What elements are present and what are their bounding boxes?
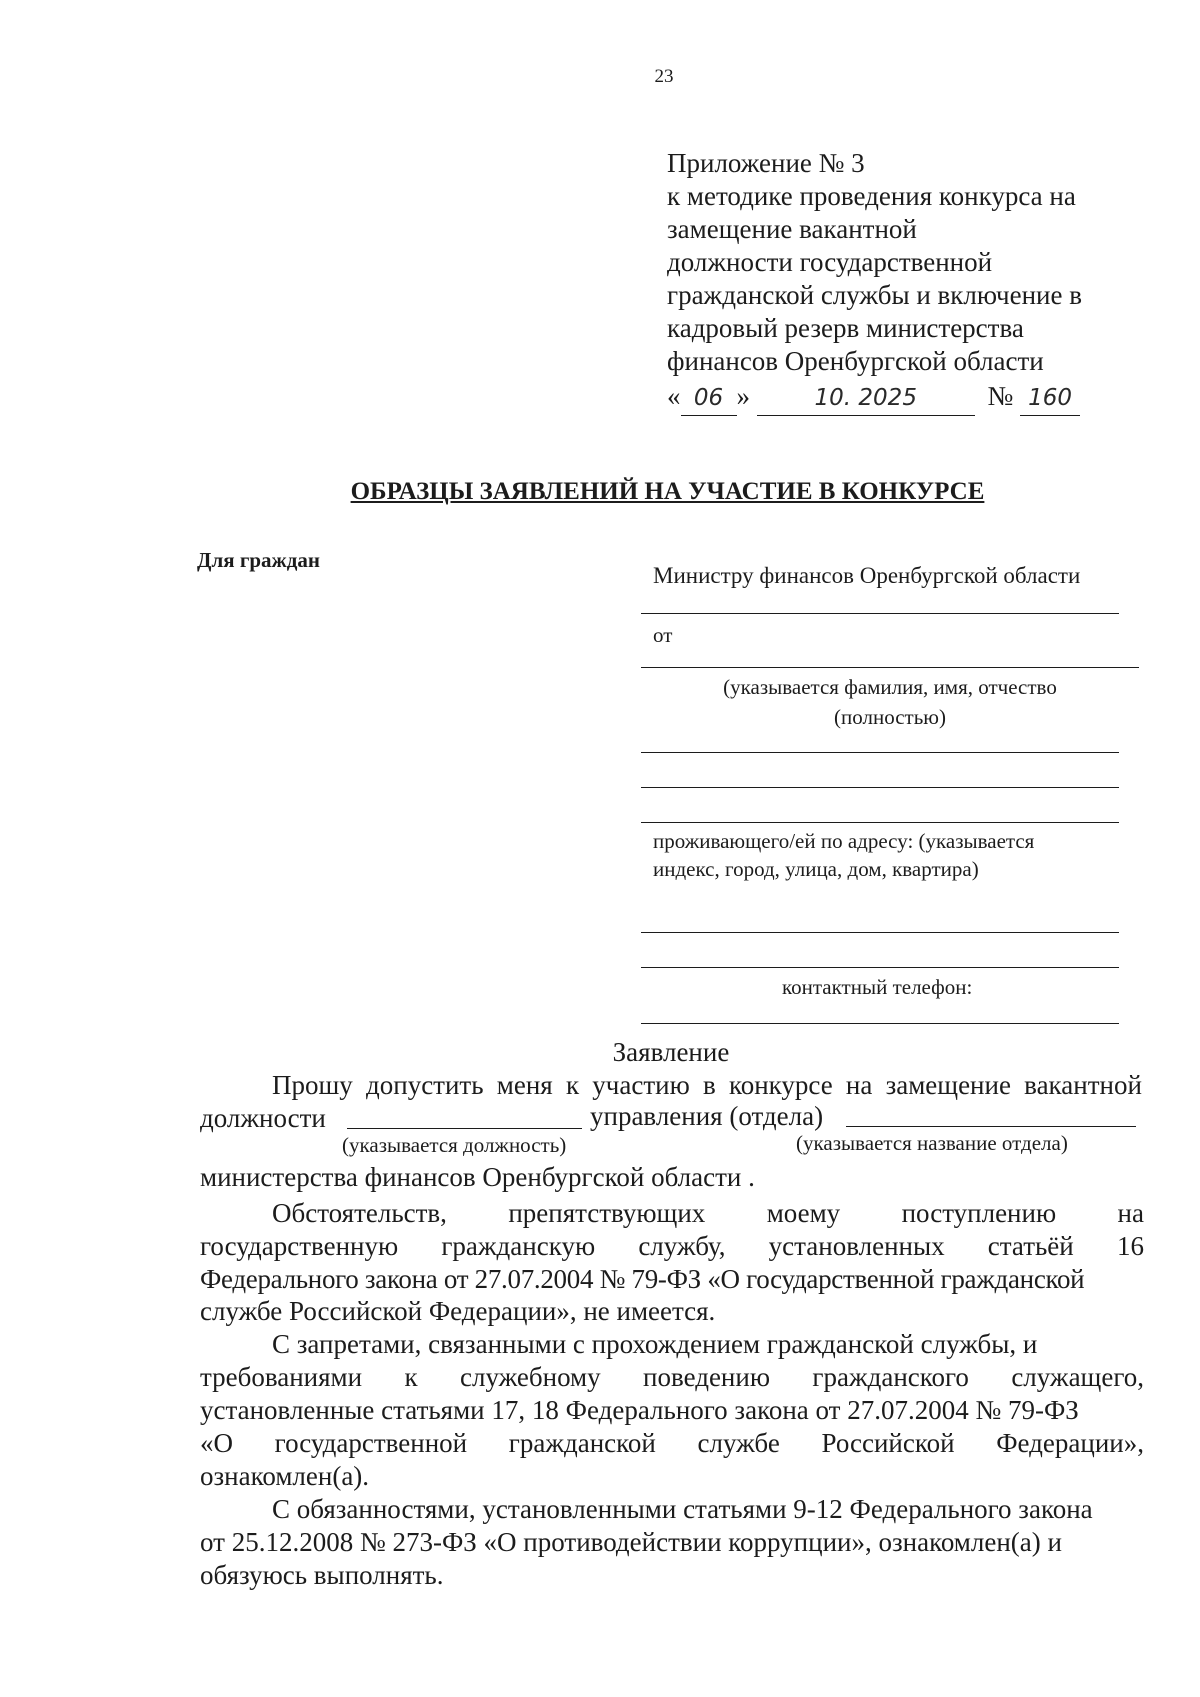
fio-hint-line2: (полностью) xyxy=(834,705,946,729)
statement-line xyxy=(200,1428,1144,1459)
word: 16 xyxy=(1116,1231,1144,1261)
word: требованиями xyxy=(200,1362,363,1392)
word: допустить xyxy=(366,1070,484,1100)
address-hint-line1: проживающего/ей по адресу: (указывается xyxy=(653,829,1035,853)
appendix-line: кадровый резерв министерства xyxy=(667,313,1024,343)
date-day: 06 xyxy=(681,382,737,416)
statement-line xyxy=(200,1231,1144,1262)
appendix-line: Приложение № 3 xyxy=(667,148,865,178)
appendix-date-line xyxy=(667,380,1082,416)
appendix-line: финансов Оренбургской области xyxy=(667,346,1044,376)
date-open-quote: « xyxy=(667,381,681,411)
statement-heading: Заявление xyxy=(612,1037,730,1067)
word: к xyxy=(404,1362,418,1392)
blank-line xyxy=(641,1023,1119,1024)
word: моему xyxy=(766,1198,841,1228)
statement-line: С обязанностями, установленными статьями 9-12 Федерального закона xyxy=(272,1494,1093,1524)
statement-line xyxy=(272,1198,1144,1229)
date-month-year: 10. 2025 xyxy=(757,382,975,416)
word: вакантной xyxy=(1024,1070,1142,1100)
word: Прошу xyxy=(272,1070,353,1100)
statement-line: установленные статьями 17, 18 Федерального закона от 27.07.2004 № 79-ФЗ xyxy=(200,1395,1079,1425)
blank-line xyxy=(641,787,1119,788)
word: государственную xyxy=(200,1231,399,1261)
blank-line xyxy=(641,667,1139,668)
statement-line: С запретами, связанными с прохождением гражданской службы, и xyxy=(272,1329,1038,1359)
statement-line: от 25.12.2008 № 273-ФЗ «О противодействии коррупции», ознакомлен(а) и xyxy=(200,1527,1062,1557)
word: «О xyxy=(200,1428,233,1458)
word: гражданской xyxy=(508,1428,656,1458)
blank-line xyxy=(641,967,1119,968)
blank-line xyxy=(641,932,1119,933)
statement-line: ознакомлен(а). xyxy=(200,1461,370,1491)
statement-line: обязуюсь выполнять. xyxy=(200,1560,444,1590)
order-number: 160 xyxy=(1020,382,1080,416)
statement-line: службе Российской Федерации», не имеется. xyxy=(200,1296,716,1326)
department-label: управления (отдела) xyxy=(590,1101,824,1131)
word: установленных xyxy=(768,1231,945,1261)
recipient-label: Министру финансов Оренбургской области xyxy=(653,563,1081,588)
appendix-line: гражданской службы и включение в xyxy=(667,280,1082,310)
word: Российской xyxy=(821,1428,955,1458)
page-number: 23 xyxy=(654,66,674,87)
word: государственной xyxy=(274,1428,468,1458)
statement-line xyxy=(200,1362,1144,1393)
word: к xyxy=(565,1070,580,1100)
word: службе xyxy=(697,1428,780,1458)
position-label: должности xyxy=(200,1103,326,1133)
word: Федерации», xyxy=(996,1428,1144,1458)
date-close-quote: » xyxy=(736,381,750,411)
word: в xyxy=(702,1070,716,1100)
appendix-line: должности государственной xyxy=(667,247,993,277)
statement-line: Федерального закона от 27.07.2004 № 79-ФЗ «О государственной гражданской xyxy=(200,1264,1085,1294)
blank-line xyxy=(641,822,1119,823)
word: конкурсе xyxy=(728,1070,833,1100)
statement-line: министерства финансов Оренбургской области . xyxy=(200,1162,755,1192)
address-hint-line2: индекс, город, улица, дом, квартира) xyxy=(653,857,979,881)
word: службу, xyxy=(638,1231,726,1261)
word: меня xyxy=(496,1070,553,1100)
phone-label: контактный телефон: xyxy=(782,975,973,999)
word: участию xyxy=(592,1070,690,1100)
position-hint: (указывается должность) xyxy=(342,1133,567,1157)
appendix-line: замещение вакантной xyxy=(667,214,917,244)
blank-line xyxy=(641,752,1119,753)
word: Обстоятельств, xyxy=(272,1198,447,1228)
word: поведению xyxy=(643,1362,771,1392)
word: поступлению xyxy=(901,1198,1057,1228)
word: на xyxy=(845,1070,873,1100)
appendix-line: к методике проведения конкурса на xyxy=(667,181,1076,211)
appendix-block xyxy=(667,147,1082,416)
department-blank xyxy=(846,1126,1136,1127)
blank-line xyxy=(641,613,1119,614)
word: служебному xyxy=(460,1362,601,1392)
word: препятствующих xyxy=(508,1198,706,1228)
position-blank xyxy=(347,1128,582,1129)
number-label: № xyxy=(987,381,1014,411)
from-label: от xyxy=(653,623,673,647)
word: на xyxy=(1117,1198,1144,1228)
word: гражданскую xyxy=(441,1231,596,1261)
document-title: ОБРАЗЦЫ ЗАЯВЛЕНИЙ НА УЧАСТИЕ В КОНКУРСЕ xyxy=(350,478,985,505)
fio-hint-line1: (указывается фамилия, имя, отчество xyxy=(723,675,1057,699)
section-label: Для граждан xyxy=(197,548,321,572)
word: служащего, xyxy=(1011,1362,1144,1392)
department-hint: (указывается название отдела) xyxy=(796,1131,1068,1155)
statement-line xyxy=(272,1070,1142,1101)
word: статьёй xyxy=(987,1231,1074,1261)
word: гражданского xyxy=(812,1362,969,1392)
word: замещение xyxy=(885,1070,1011,1100)
